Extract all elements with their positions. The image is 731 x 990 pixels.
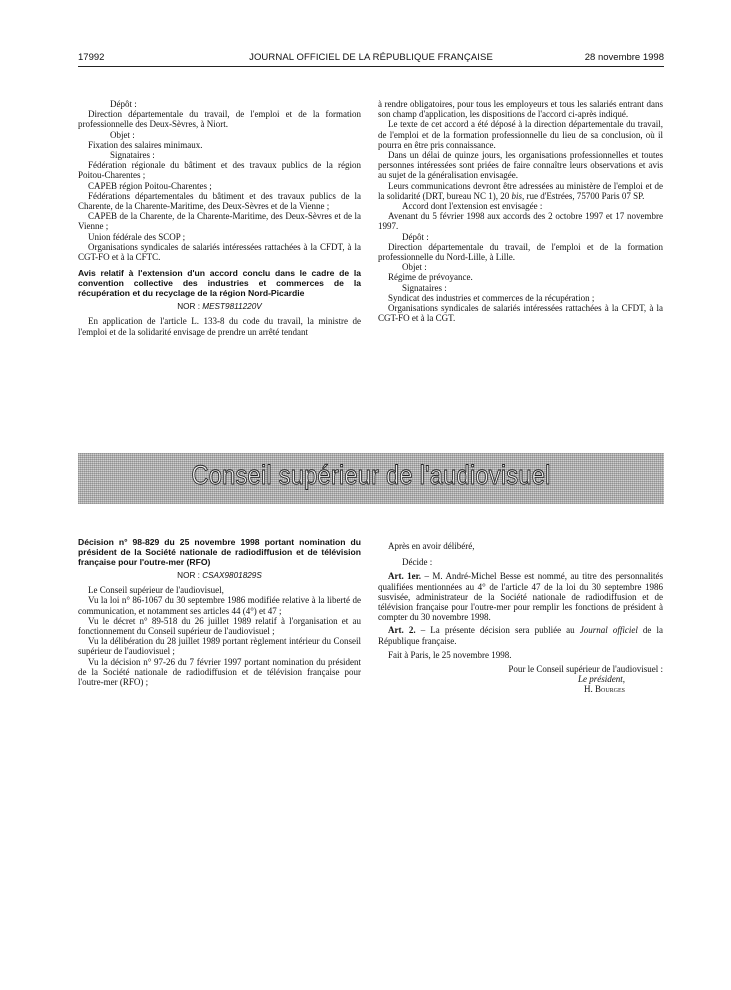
accord-text: Avenant du 5 février 1998 aux accords des 2 octobre 1997 et 17 novembre 1997. [378,211,663,232]
nor-label: NOR : [177,302,200,312]
signataire-item: CAPEB région Poitou-Charentes ; [88,180,212,191]
decision-title: Décision n° 98-829 du 25 novembre 1998 portant nomination du président de la Société nationale de radiodiffusion et de télévision française pour l'outre-mer (RFO) [78,537,361,567]
journal-title: JOURNAL OFFICIEL DE LA RÉPUBLIQUE FRANÇAISE [249,52,493,63]
visa-line: Vu la loi n° 86-1067 du 30 septembre 1986 modifiée relative à la liberté de communication, et notamment ses articles 44 (4°) et 47 ; [78,595,361,616]
issue-date: 28 novembre 1998 [584,52,664,63]
signataire-item: Fédération régionale du bâtiment et des travaux publics de la région Poitou-Charentes ; [78,160,361,181]
signataire-item: Organisations syndicales de salariés intéressées rattachées à la CFDT, à la CGT-FO et à la CFTC. [78,241,361,263]
header-rule [78,66,664,67]
depot-label: Dépôt : [110,99,137,109]
address-text-end: rue d'Estrées, 75700 Paris 07 SP. [526,190,645,201]
accord-label: Accord dont l'extension est envisagée : [402,201,543,212]
top-left-column [78,99,361,337]
bottom-left-column [78,537,361,687]
signataires-label: Signataires : [402,282,447,293]
depot-text: Direction départementale du travail, de l'emploi et de la formation professionnelle du Nord-Lille, à Lille. [378,241,663,263]
signataire-item: Fédérations départementales du bâtiment et des travaux publics de la Charente, de la Charente-Maritime, des Deux-Sèvres et de la Vienne ; [78,190,361,212]
nor-line [78,302,361,312]
nor-line [78,571,361,581]
objet-text: Régime de prévoyance. [388,272,473,283]
visa-line: Le Conseil supérieur de l'audiovisuel, [88,585,224,596]
article-1 [378,571,663,622]
article-1-text: – M. André-Michel Besse est nommé, au titre des personnalités qualifiées mentionnées au 4° de l'article 47 de la loi du 30 septembre 1986 susvisée, administrateur de la Société nationale de radiodiffusion et de télévision française pour l'outre-mer pour remplir les fonctions de président à compter du 30 novembre 1998. [378,571,664,623]
depot-label: Dépôt : [402,231,429,242]
objet-label: Objet : [402,262,427,273]
bottom-right-column [378,541,663,695]
signataires-label: Signataires : [110,150,155,161]
signature-name: H. Bourges [583,684,625,695]
signataire-item: Union fédérale des SCOP ; [88,231,186,242]
page-number: 17992 [78,52,105,63]
section-banner [78,453,664,504]
nor-code: MESТ9811220V [202,302,262,312]
article-2-label: Art. 2. [388,625,416,636]
decide-label: Décide : [402,557,433,568]
address-text: Leurs communications devront être adressées au ministère de l'emploi et de la solidarité (DRT, bureau NC 1), 20 [378,180,663,201]
paragraph: à rendre obligatoires, pour tous les employeurs et tous les salariés entrant dans son champ d'application, les dispositions de l'accord ci-après indiqué. [378,99,663,120]
signataire-item: CAPEB de la Charente, de la Charente-Maritime, des Deux-Sèvres et de la Vienne ; [78,211,361,232]
address-bis: bis, [511,190,525,201]
apres-delibere: Après en avoir délibéré, [388,541,475,551]
avis-title: Avis relatif à l'extension d'un accord conclu dans le cadre de la convention collective des industries et commerces de la récupération et du recyclage de la région Nord-Picardie [78,268,361,299]
objet-label: Objet : [110,129,135,140]
article-1-label: Art. 1er. [388,571,422,582]
fait-a: Fait à Paris, le 25 novembre 1998. [388,649,512,660]
signataire-item: Syndicat des industries et commerces de la récupération ; [388,292,595,303]
signature-role: Le président, [578,674,625,685]
visa-line: Vu la décision n° 97-26 du 7 février 1997 portant nomination du président de la Société nationale de radiodiffusion et de télévision française pour l'outre-mer (RFO) ; [78,656,361,688]
article-2-text: – La présente décision sera publiée au [420,625,575,636]
depot-text: Direction départementale du travail, de l'emploi et de la formation professionnelle des Deux-Sèvres, à Niort. [78,109,361,130]
visa-line: Vu la délibération du 28 juillet 1989 portant règlement intérieur du Conseil supérieur de l'audiovisuel ; [78,636,361,657]
signataire-item: Organisations syndicales de salariés intéressées rattachées à la CFDT, à la CGT-FO et à la CGT. [378,303,663,324]
nor-label: NOR : [177,571,200,580]
avis-intro: En application de l'article L. 133-8 du code du travail, la ministre de l'emploi et de la solidarité envisage de prendre un arrêté tendant [78,316,361,337]
nor-code: CSAX9801829S [202,571,262,580]
page-header [78,52,664,66]
paragraph: Dans un délai de quinze jours, les organisations professionnelles et toutes personnes intéressées sont priées de faire connaître leurs observations et avis au sujet de la généralisation envisagée. [378,150,663,181]
top-right-column [378,99,663,323]
visa-line: Vu le décret n° 89-518 du 26 juillet 1989 relatif à l'organisation et au fonctionnement du Conseil supérieur de l'audiovisuel ; [78,615,361,637]
journal-officiel: Journal officiel [579,625,638,636]
article-2-text-end: de la République française. [378,625,663,646]
article-2 [378,625,663,645]
paragraph: Le texte de cet accord a été déposé à la direction départementale du travail, de l'emploi et de la formation professionnelle du lieu de sa conclusion, où il pourra en être pris connaissance. [378,119,663,150]
paragraph [378,181,663,201]
objet-text: Fixation des salaires minimaux. [88,139,203,150]
signature-pour: Pour le Conseil supérieur de l'audiovisuel : [508,664,663,675]
section-banner-title: Conseil supérieur de l'audiovisuel [191,460,551,490]
